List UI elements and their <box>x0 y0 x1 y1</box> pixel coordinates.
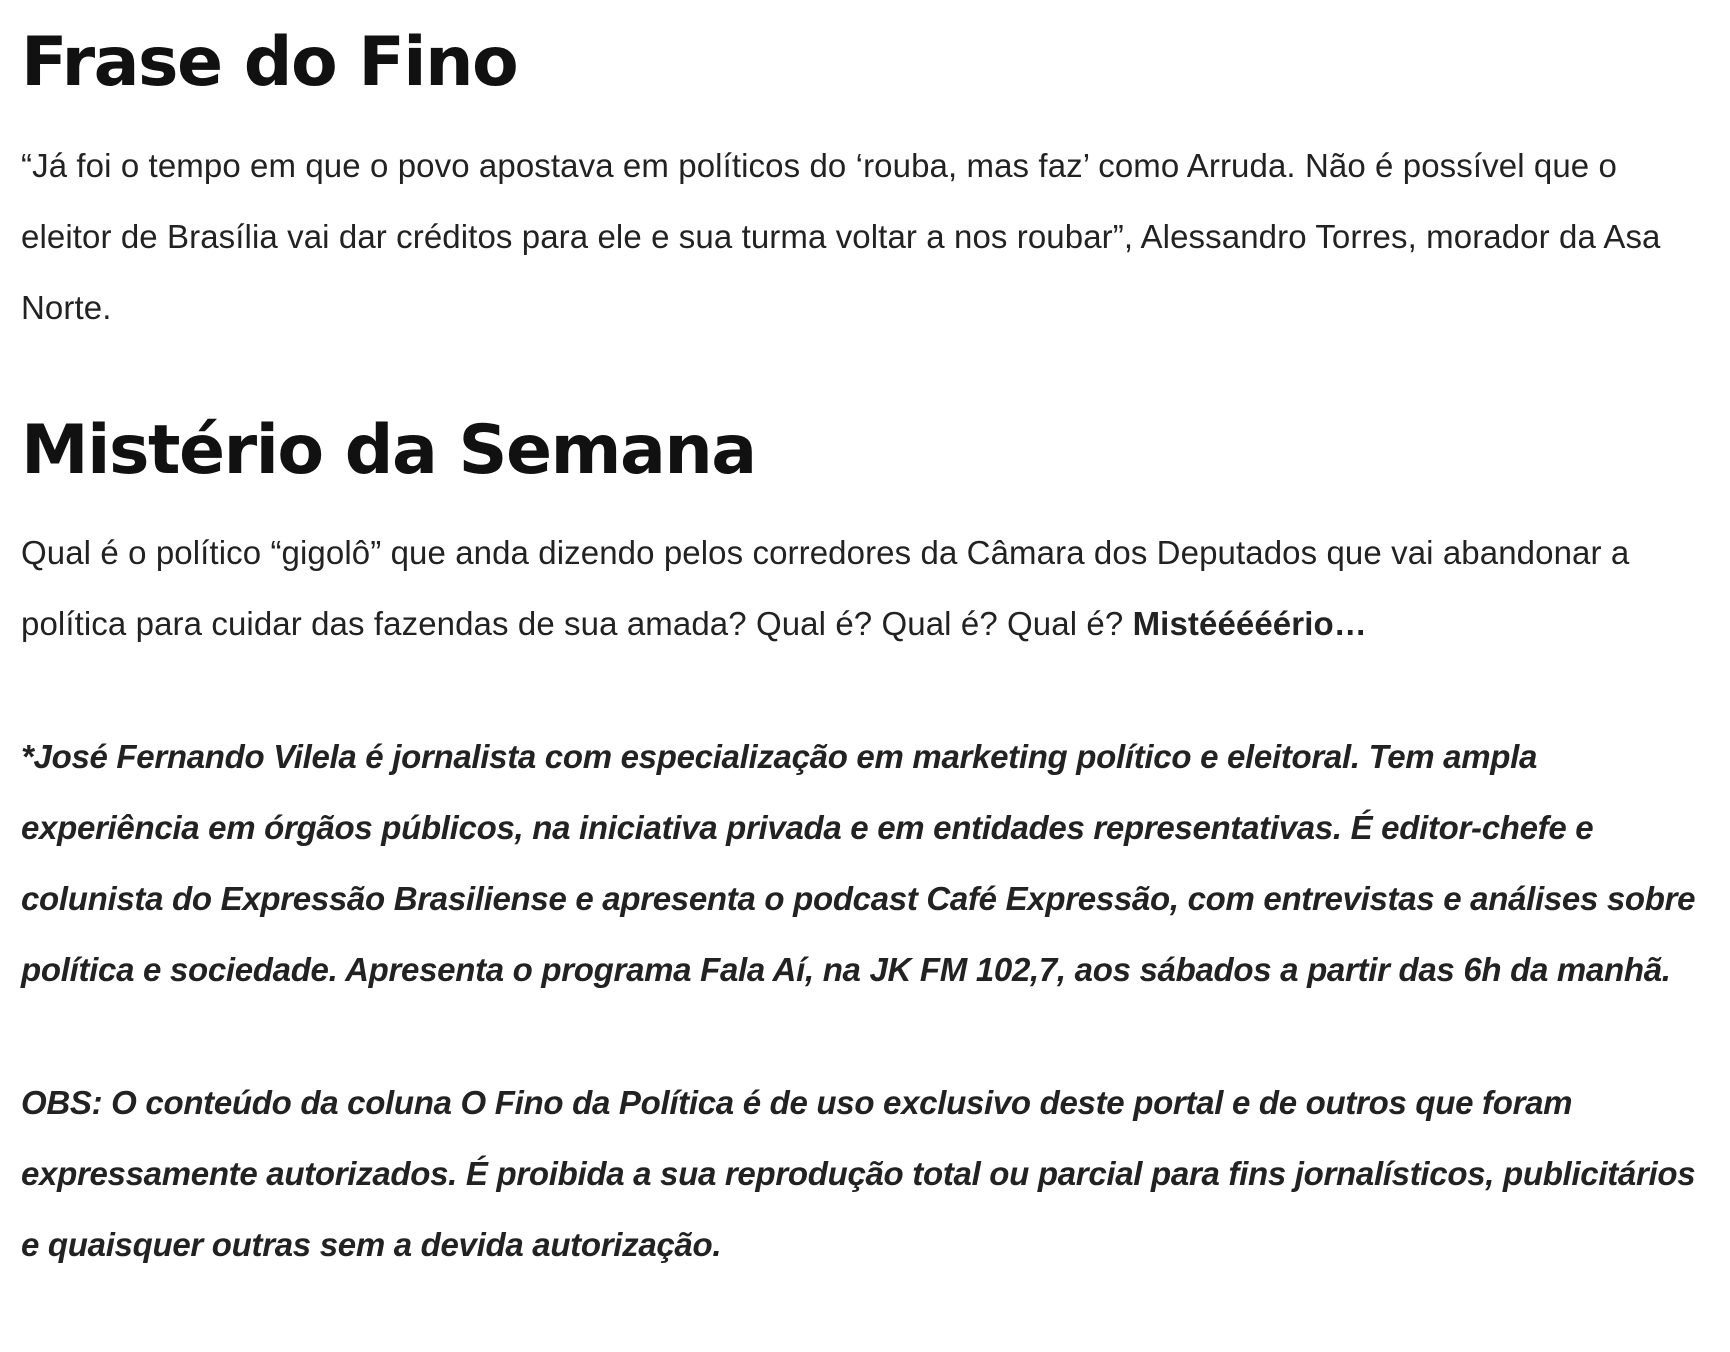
frase-quote-paragraph: “Já foi o tempo em que o povo apostava em políticos do ‘rouba, mas faz’ como Arruda. Não é possível que o eleitor de Brasília vai dar créditos para ele e sua turma voltar a nos roubar”, Alessandro Torres, morador da Asa Norte. <box>21 147 1661 326</box>
copyright-notice-paragraph: OBS: O conteúdo da coluna O Fino da Política é de uso exclusivo deste portal e de outros que foram expressamente autorizados. É proibida a sua reprodução total ou parcial para fins jornalísticos, publicitários e quaisquer outras sem a devida autorização. <box>21 1084 1696 1263</box>
misterio-emphasis: Mistééééério… <box>1132 605 1367 642</box>
article-body <box>21 0 1711 1280</box>
author-bio-paragraph: *José Fernando Vilela é jornalista com especialização em marketing político e eleitoral. Tem ampla experiência em órgãos públicos, na iniciativa privada e em entidades representativas. É editor-chefe e colunista do Expressão Brasiliense e apresenta o podcast Café Expressão, com entrevistas e análises sobre política e sociedade. Apresenta o programa Fala Aí, na JK FM 102,7, aos sábados a partir das 6h da manhã. <box>21 738 1696 988</box>
misterio-da-semana-heading: Mistério da Semana <box>21 411 756 490</box>
misterio-paragraph <box>21 517 1711 659</box>
frase-do-fino-heading: Frase do Fino <box>21 23 518 102</box>
misterio-question-text: Qual é o político “gigolô” que anda dizendo pelos corredores da Câmara dos Deputados que vai abandonar a política para cuidar das fazendas de sua amada? Qual é? Qual é? Qual é? <box>21 534 1630 642</box>
